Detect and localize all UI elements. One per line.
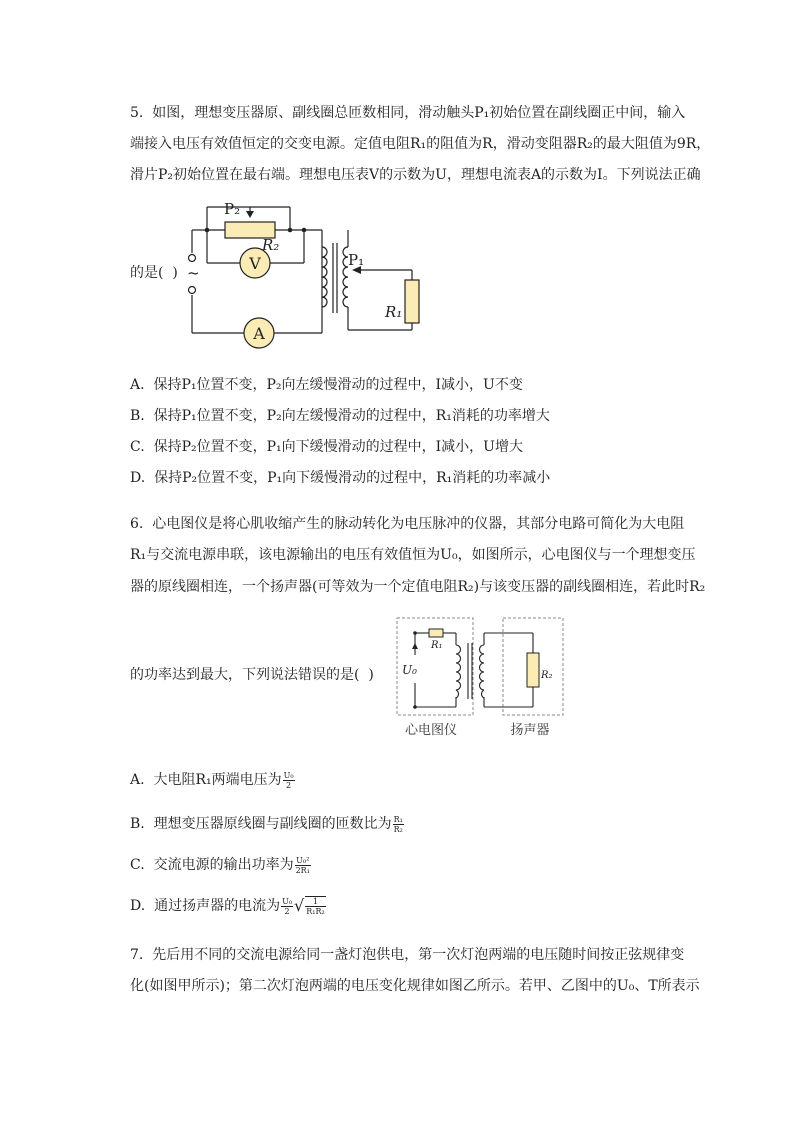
- q6-option-b-text: B. 理想变压器原线圈与副线圈的匝数比为: [130, 816, 392, 832]
- q6-label-r2: R₂: [541, 670, 553, 681]
- q5-label-source: ~: [187, 264, 200, 282]
- q6-option-d-numerator: U₀: [282, 896, 293, 906]
- q6-label-r1: R₁: [431, 640, 443, 651]
- q5-option-a: A. 保持P₁位置不变，P₂向左缓慢滑动的过程中，I减小，U不变: [130, 377, 523, 393]
- q5-line-1: 5. 如图，理想变压器原、副线圈总匝数相同，滑动触头P₁初始位置在副线圈正中间，输入: [130, 105, 686, 121]
- q6-option-d-denominator: 2: [284, 906, 290, 916]
- q6-line-3: 器的原线圈相连，一个扬声器(可等效为一个定值电阻R₂)与该变压器的副线圈相连，若此时R₂: [130, 579, 706, 595]
- q6-option-b: [130, 814, 405, 834]
- q5-label-p1: P₁: [348, 251, 365, 269]
- q6-option-b-fraction: [393, 815, 404, 834]
- q6-option-c-numerator: U₀²: [296, 855, 310, 865]
- q6-option-a: [130, 770, 296, 790]
- q6-label-u0: U₀: [402, 663, 417, 677]
- q5-label-r1: R₁: [385, 303, 403, 321]
- q5-label-r2: R₂: [262, 236, 280, 254]
- q6-option-d-fraction: [281, 897, 293, 916]
- q5-option-b: B. 保持P₁位置不变，P₂向左缓慢滑动的过程中，R₁消耗的功率增大: [130, 408, 550, 424]
- q6-line-1: 6. 心电图仪是将心肌收缩产生的脉动转化为电压脉冲的仪器，其部分电路可简化为大电阻: [130, 516, 685, 532]
- q6-option-d-text: D. 通过扬声器的电流为: [130, 898, 281, 914]
- q5-option-c: C. 保持P₂位置不变，P₁向下缓慢滑动的过程中，I减小，U增大: [130, 439, 523, 455]
- q5-line-4: 的是( ): [130, 265, 178, 281]
- q5-label-v: V: [249, 254, 261, 273]
- q7-line-2: 化(如图甲所示)；第二次灯泡两端的电压变化规律如图乙所示。若甲、乙图中的U₀、T所表示: [130, 978, 700, 994]
- q5-label-a: A: [253, 324, 265, 343]
- q6-circuit-diagram: [393, 615, 568, 743]
- q6-option-a-numerator: U₀: [283, 770, 294, 780]
- q6-option-d-sqrt-denominator: R₁R₂: [306, 907, 325, 916]
- q6-option-c-text: C. 交流电源的输出功率为: [130, 857, 294, 873]
- q6-option-d-sqrt-numerator: 1: [305, 897, 325, 907]
- q6-line-2: R₁与交流电源串联，该电源输出的电压有效值恒为U₀，如图所示，心电图仪与一个理想变压: [130, 547, 696, 563]
- q6-option-c-denominator: 2R₁: [295, 865, 310, 875]
- q5-line-2: 端接入电压有效值恒定的交变电源。定值电阻R₁的阻值为R，滑动变阻器R₂的最大阻值为9R，: [130, 136, 711, 152]
- q6-option-a-text: A. 大电阻R₁两端电压为: [130, 772, 282, 788]
- q6-caption-ecg: 心电图仪: [404, 723, 458, 738]
- q7-line-1: 7. 先后用不同的交流电源给同一盏灯泡供电，第一次灯泡两端的电压随时间按正弦规律变: [130, 947, 685, 963]
- q6-option-a-denominator: 2: [286, 780, 292, 790]
- q6-line-4: 的功率达到最大，下列说法错误的是( ): [130, 667, 374, 683]
- q6-option-b-denominator: R₂: [393, 824, 403, 834]
- q6-option-c-fraction: [295, 856, 311, 875]
- q6-option-b-numerator: R₁: [393, 814, 403, 824]
- q6-option-a-fraction: [283, 771, 295, 790]
- q6-caption-speaker: 扬声器: [510, 723, 550, 738]
- q6-option-d: [130, 896, 327, 916]
- q5-line-3: 滑片P₂初始位置在最右端。理想电压表V的示数为U，理想电流表A的示数为I。下列说法正确: [130, 167, 701, 183]
- q5-circuit-diagram: [180, 195, 430, 355]
- q6-option-d-sqrt-fraction: [305, 896, 325, 916]
- sqrt-icon: √: [294, 896, 305, 915]
- q5-option-d: D. 保持P₂位置不变，P₁向下缓慢滑动的过程中，R₁消耗的功率减小: [130, 470, 551, 486]
- q5-label-p2: P₂: [224, 200, 241, 218]
- q6-option-c: [130, 855, 312, 875]
